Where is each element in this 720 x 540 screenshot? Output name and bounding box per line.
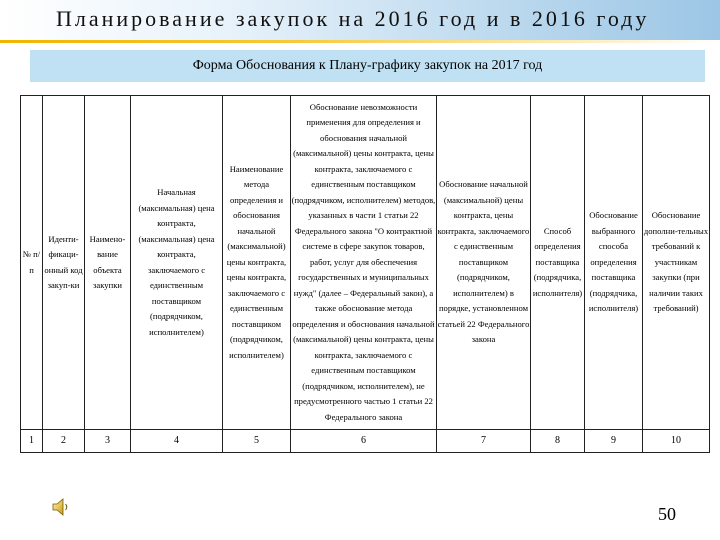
column-number: 8	[531, 430, 585, 453]
column-number: 9	[585, 430, 643, 453]
header-cell: Способ определения поставщика (подрядчика, исполнителя)	[531, 96, 585, 430]
slide-title: Планирование закупок на 2016 год и в 2016 году	[56, 6, 650, 31]
title-underline	[0, 40, 720, 43]
header-cell: Обоснование выбранного способа определения поставщика (подрядчика, исполнителя)	[585, 96, 643, 430]
header-cell: № п/п	[21, 96, 43, 430]
column-number: 2	[43, 430, 85, 453]
header-cell: Обоснование дополни-тельных требований к участникам закупки (при наличии таких требований)	[643, 96, 710, 430]
header-cell: Иденти- фикаци- онный код закуп-ки	[43, 96, 85, 430]
header-cell: Наимено-вание объекта закупки	[85, 96, 131, 430]
column-number: 3	[85, 430, 131, 453]
justification-table	[20, 95, 710, 453]
header-cell: Обоснование невозможности применения для определения и обоснования начальной (максимальной) цены контракта, цены контракта, заключаемого с единственным поставщиком (подрядчиком, исполнителем) методов, указанных в части 1 статьи 22 Федерального закона "О контрактной системе в сфере закупок товаров, работ, услуг для обеспечения государственных и муниципальных нужд" (далее – Федеральный закон), а также обоснование метода определения и обоснования начальной (максимальной) цены контракта, цены контракта, заключаемого с единственным поставщиком (подрядчиком, исполнителем), не предусмотренного частью 1 статьи 22 Федерального закона	[291, 96, 437, 430]
speaker-icon[interactable]	[50, 496, 72, 518]
column-number: 1	[21, 430, 43, 453]
slide-subtitle: Форма Обоснования к Плану-графику закупок на 2017 год	[30, 50, 705, 82]
column-number: 7	[437, 430, 531, 453]
page-number: 50	[658, 504, 676, 524]
header-row	[21, 96, 710, 430]
column-number-row	[21, 430, 710, 453]
header-cell: Начальная (максимальная) цена контракта, (максимальная) цена контракта, заключаемого с единственным поставщиком (подрядчиком, исполнителем)	[131, 96, 223, 430]
column-number: 4	[131, 430, 223, 453]
column-number: 6	[291, 430, 437, 453]
column-number: 10	[643, 430, 710, 453]
header-cell: Обоснование начальной (максимальной) цены контракта, цены контракта, заключаемого с единственным поставщиком (подрядчиком, исполнителем) в порядке, установленном статьей 22 Федерального закона	[437, 96, 531, 430]
header-cell: Наименование метода определения и обоснования начальной (максимальной) цены контракта, цены контракта, заключаемого с единственным поставщиком (подрядчиком, исполнителем)	[223, 96, 291, 430]
column-number: 5	[223, 430, 291, 453]
